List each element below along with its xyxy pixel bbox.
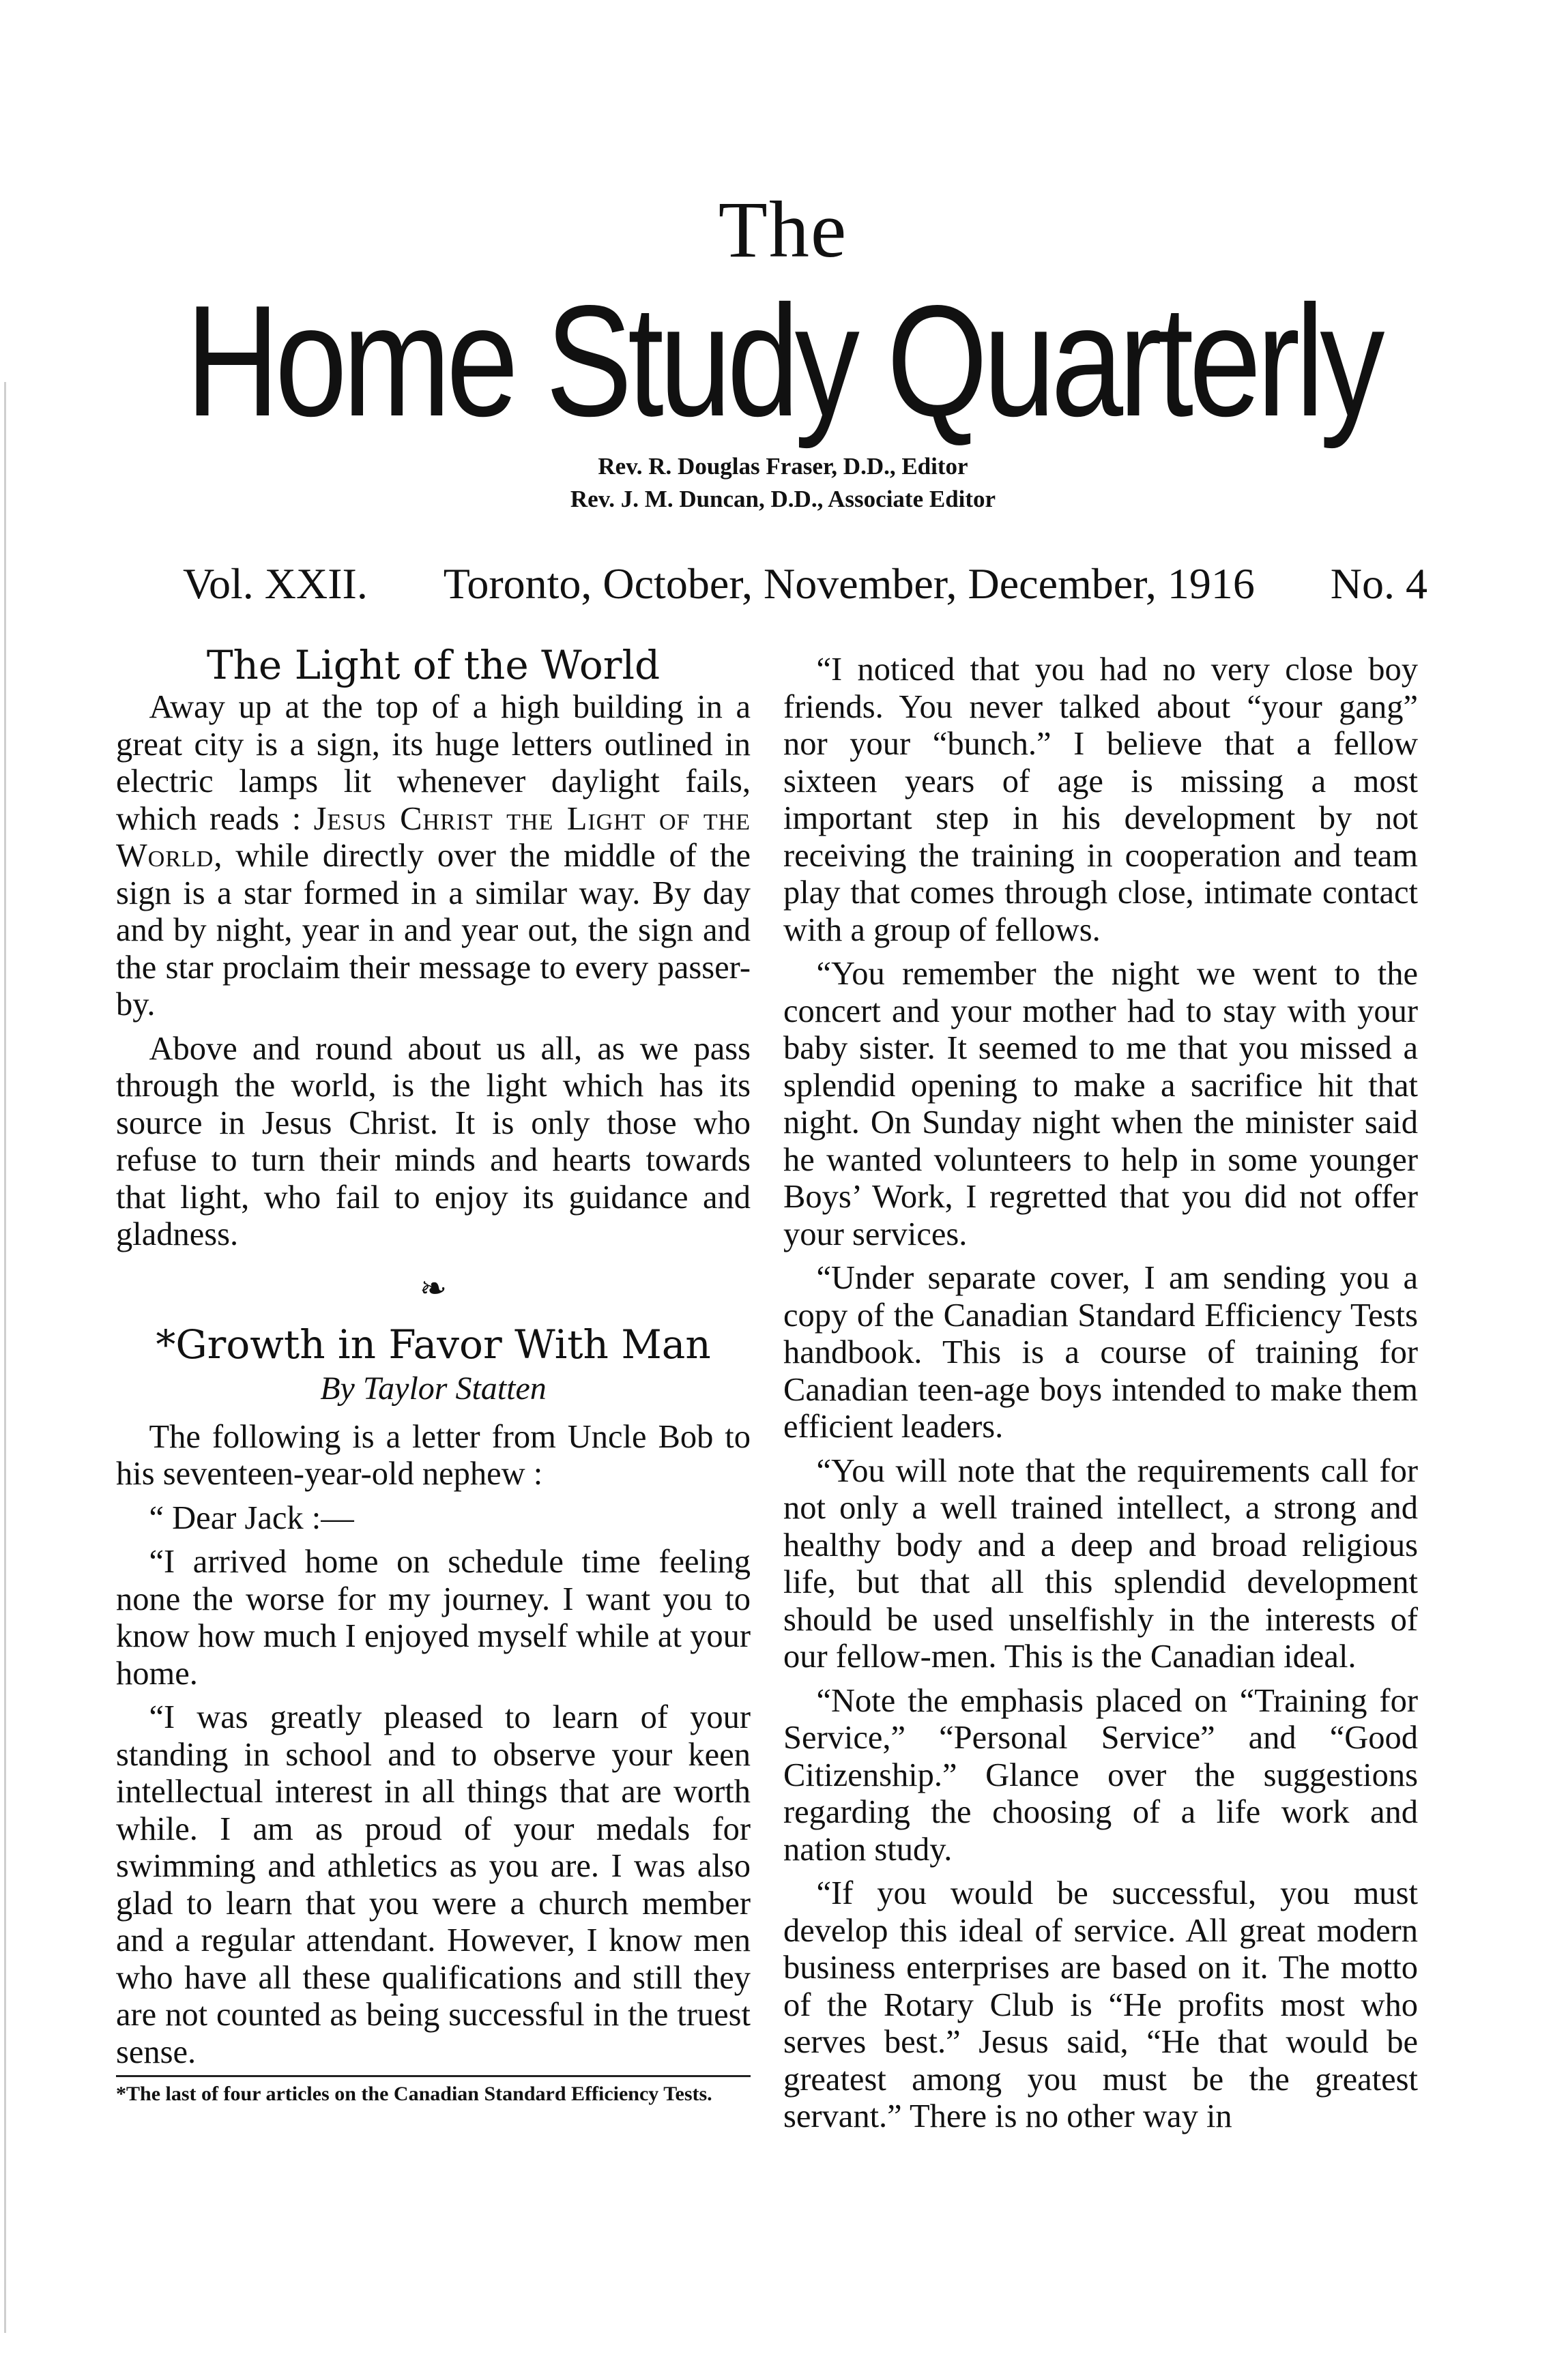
article-title: *Growth in Favor With Man <box>156 1321 711 1368</box>
paragraph: “You remember the night we went to the concert and your mother had to stay with your baby sister. It seemed to me that you missed a splendid opening to make a sacrifice hit that night. On Sunday night when the minister said he wanted volunteers to help in some younger Boys’ Work, I regretted that you did not offer your services. <box>783 956 1418 1252</box>
paragraph: “Under separate cover, I am sending you a copy of the Canadian Standard Efficiency Tests handbook. This is a course of training for Canadian teen-age boys intended to make them efficient leaders. <box>783 1260 1418 1445</box>
sign-text: Jesus Christ the Light of the World <box>116 800 751 874</box>
footnote: *The last of four articles on the Canadian Standard Efficiency Tests. <box>116 2075 751 2106</box>
paragraph: “Note the emphasis placed on “Training for Service,” “Personal Service” and “Good Citizenship.” Glance over the suggestions regarding the choosing of a life work and nation study. <box>783 1682 1418 1868</box>
editor-line: Rev. R. Douglas Fraser, D.D., Editor <box>598 453 968 480</box>
paragraph: The following is a letter from Uncle Bob to his seventeen-year-old nephew : <box>116 1418 751 1492</box>
paragraph: “I was greatly pleased to learn of your standing in school and to observe your keen intellectual interest in all things that are worth while. I am as proud of your medals for swimming and athletics as you are. I was also glad to learn that you were a church member and a regular attendant. However, I know men who have all these qualifications and still they are not counted as being successful in the truest sense. <box>116 1699 751 2070</box>
paragraph: “I noticed that you had no very close boy friends. You never talked about “your gang” nor your “bunch.” I believe that a fellow sixteen years of age is missing a most important step in his development by not receiving the training in cooperation and team play that comes through close, intimate contact with a group of fellows. <box>783 651 1418 948</box>
paragraph: Above and round about us all, as we pass through the world, is the light which has its source in Jesus Christ. It is only those who refuse to turn their minds and hearts towards that light, who fail to enjoy its guidance and gladness. <box>116 1030 751 1252</box>
volume: Vol. XXII. <box>183 559 368 608</box>
masthead-title: Home Study Quarterly <box>186 273 1380 450</box>
masthead-the: The <box>718 185 848 274</box>
paragraph: “If you would be successful, you must develop this ideal of service. All great modern business enterprises are based on it. The motto of the Rotary Club is “He profits most who serves best.” Jesus said, “He that would be greatest among you must be the greatest servant.” There is no other way in <box>783 1875 1418 2134</box>
paragraph: Away up at the top of a high building in a great city is a sign, its huge letters outlined in electric lamps lit whenever daylight fails, which reads : Jesus Christ the Light of the World, while directly over the middle of the sign is a star formed in a similar way. By day and by night, year in and year out, the sign and the star proclaim their message to every passer-by. <box>116 689 751 1023</box>
place-date: Toronto, October, November, December, 1916 <box>443 559 1255 608</box>
issue-number: No. 4 <box>1330 559 1427 608</box>
ornament-icon: ❧ <box>419 1270 448 1307</box>
right-column <box>783 651 1418 2143</box>
byline: By Taylor Statten <box>320 1370 547 1407</box>
paragraph: “I arrived home on schedule time feeling none the worse for my journey. I want you to know how much I enjoyed myself while at your home. <box>116 1544 751 1692</box>
issue-line <box>183 558 1427 610</box>
paragraph: “You will note that the requirements call for not only a well trained intellect, a strong and healthy body and a deep and broad religious life, but that all this splendid development should be used unselfishly in the interests of our fellow-men. This is the Canadian ideal. <box>783 1452 1418 1675</box>
left-column <box>116 641 751 2078</box>
scan-edge-line <box>4 382 6 2333</box>
associate-editor-line: Rev. J. M. Duncan, D.D., Associate Editor <box>570 486 996 512</box>
paragraph: “ Dear Jack :— <box>149 1499 354 1536</box>
article-title: The Light of the World <box>206 642 661 688</box>
